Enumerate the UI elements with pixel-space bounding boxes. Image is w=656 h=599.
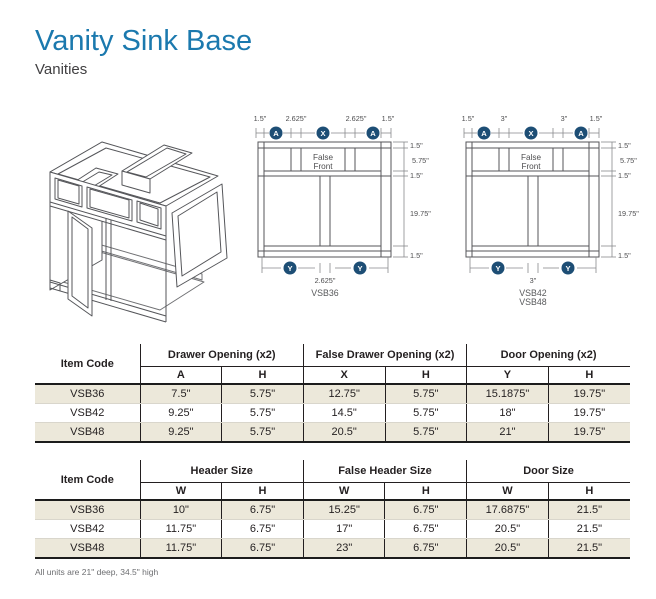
svg-text:1.5": 1.5" xyxy=(381,114,395,123)
page-subtitle: Vanities xyxy=(35,60,88,78)
false-front-label xyxy=(313,153,333,171)
graphics-row xyxy=(0,108,656,338)
value-cell: 5.75" xyxy=(222,384,304,404)
value-cell: 11.75" xyxy=(140,520,222,539)
svg-text:1.5": 1.5" xyxy=(410,171,423,180)
diagram-caption: VSB48 xyxy=(519,297,547,306)
dimension-lines-bottom xyxy=(262,257,388,273)
svg-text:19.75": 19.75" xyxy=(410,209,431,218)
dimension-lines-right xyxy=(601,142,616,257)
group-header-door-opening: Door Opening (x2) xyxy=(467,344,630,367)
sub-header: W xyxy=(467,483,549,501)
sub-header: W xyxy=(303,483,385,501)
value-cell: 6.75" xyxy=(385,539,467,559)
value-cell: 6.75" xyxy=(222,520,304,539)
value-cell: 5.75" xyxy=(385,404,467,423)
table-row xyxy=(35,520,630,539)
dimension-lines-bottom xyxy=(470,257,596,273)
svg-text:1.5": 1.5" xyxy=(618,251,631,260)
item-code-cell: VSB42 xyxy=(35,520,140,539)
door-left-open xyxy=(68,211,92,316)
dimension-labels-right xyxy=(618,141,639,260)
table-row xyxy=(35,423,630,443)
svg-text:A: A xyxy=(370,128,376,138)
badge-row-bottom xyxy=(284,262,367,275)
spec-table-sizes xyxy=(35,460,630,559)
value-cell: 6.75" xyxy=(385,520,467,539)
sub-header: H xyxy=(385,483,467,501)
svg-text:Y: Y xyxy=(565,263,571,273)
door-right-open xyxy=(172,184,227,287)
svg-text:1.5": 1.5" xyxy=(410,251,423,260)
value-cell: 14.5" xyxy=(303,404,385,423)
svg-text:3": 3" xyxy=(500,114,508,123)
value-cell: 21.5" xyxy=(548,539,630,559)
sub-header: H xyxy=(222,483,304,501)
svg-text:Y: Y xyxy=(357,263,363,273)
dimension-labels-right xyxy=(410,141,431,260)
svg-text:Y: Y xyxy=(495,263,501,273)
svg-text:2.625": 2.625" xyxy=(285,114,307,123)
dimension-labels-top xyxy=(254,114,395,123)
value-cell: 20.5" xyxy=(467,539,549,559)
value-cell: 17.6875" xyxy=(467,500,549,520)
sub-header: A xyxy=(140,367,222,385)
group-header-door-size: Door Size xyxy=(467,460,630,483)
svg-text:1.5": 1.5" xyxy=(253,114,267,123)
sub-header: X xyxy=(303,367,385,385)
value-cell: 10" xyxy=(140,500,222,520)
false-front-label xyxy=(521,153,541,171)
spec-table-openings xyxy=(35,344,630,443)
table-row xyxy=(35,539,630,559)
diagram-caption: VSB36 xyxy=(311,288,339,298)
group-header-false-header-size: False Header Size xyxy=(303,460,466,483)
diagram-caption: VSB42 xyxy=(519,288,547,298)
value-cell: 6.75" xyxy=(385,500,467,520)
value-cell: 17" xyxy=(303,520,385,539)
value-cell: 18" xyxy=(467,404,549,423)
value-cell: 9.25" xyxy=(140,423,222,443)
value-cell: 20.5" xyxy=(303,423,385,443)
svg-text:5.75": 5.75" xyxy=(412,156,429,165)
column-header-item-code: Item Code xyxy=(35,344,140,384)
item-code-cell: VSB36 xyxy=(35,500,140,520)
value-cell: 21.5" xyxy=(548,500,630,520)
value-cell: 15.25" xyxy=(303,500,385,520)
table-row xyxy=(35,500,630,520)
sub-header: H xyxy=(548,367,630,385)
bottom-dimension-label: 3" xyxy=(529,276,537,285)
column-header-item-code: Item Code xyxy=(35,460,140,500)
svg-text:A: A xyxy=(273,128,279,138)
item-code-cell: VSB48 xyxy=(35,423,140,443)
value-cell: 21" xyxy=(467,423,549,443)
svg-text:1.5": 1.5" xyxy=(410,141,423,150)
spec-tables xyxy=(35,344,630,577)
svg-text:1.5": 1.5" xyxy=(589,114,603,123)
value-cell: 5.75" xyxy=(222,404,304,423)
sub-header: Y xyxy=(467,367,549,385)
value-cell: 19.75" xyxy=(548,423,630,443)
elevation-diagram-vsb36 xyxy=(238,108,438,311)
svg-text:19.75": 19.75" xyxy=(618,209,639,218)
group-header-false-drawer-opening: False Drawer Opening (x2) xyxy=(303,344,466,367)
item-code-cell: VSB42 xyxy=(35,404,140,423)
svg-text:Y: Y xyxy=(287,263,293,273)
svg-text:False: False xyxy=(520,153,542,162)
table-row xyxy=(35,404,630,423)
value-cell: 12.75" xyxy=(303,384,385,404)
table-row xyxy=(35,384,630,404)
svg-text:False: False xyxy=(312,153,334,162)
svg-text:Front: Front xyxy=(313,162,333,171)
svg-text:A: A xyxy=(578,128,584,138)
svg-text:1.5": 1.5" xyxy=(618,171,631,180)
group-header-drawer-opening: Drawer Opening (x2) xyxy=(140,344,303,367)
dimension-labels-top xyxy=(462,114,603,123)
value-cell: 19.75" xyxy=(548,384,630,404)
sub-header: W xyxy=(140,483,222,501)
footnote: All units are 21" deep, 34.5" high xyxy=(35,567,159,577)
value-cell: 5.75" xyxy=(222,423,304,443)
item-code-cell: VSB36 xyxy=(35,384,140,404)
dimension-lines-right xyxy=(393,142,408,257)
value-cell: 5.75" xyxy=(385,384,467,404)
svg-text:1.5": 1.5" xyxy=(618,141,631,150)
value-cell: 9.25" xyxy=(140,404,222,423)
value-cell: 15.1875" xyxy=(467,384,549,404)
sub-header: H xyxy=(548,483,630,501)
value-cell: 19.75" xyxy=(548,404,630,423)
page-title: Vanity Sink Base xyxy=(35,25,253,57)
value-cell: 6.75" xyxy=(222,539,304,559)
group-header-header-size: Header Size xyxy=(140,460,303,483)
value-cell: 5.75" xyxy=(385,423,467,443)
svg-text:1.5": 1.5" xyxy=(461,114,475,123)
svg-text:X: X xyxy=(320,128,326,138)
value-cell: 21.5" xyxy=(548,520,630,539)
svg-text:2.625": 2.625" xyxy=(345,114,367,123)
svg-text:A: A xyxy=(481,128,487,138)
value-cell: 11.75" xyxy=(140,539,222,559)
value-cell: 6.75" xyxy=(222,500,304,520)
svg-text:5.75": 5.75" xyxy=(620,156,637,165)
elevation-diagram-vsb42-vsb48 xyxy=(446,108,646,311)
value-cell: 7.5" xyxy=(140,384,222,404)
value-cell: 23" xyxy=(303,539,385,559)
sub-header: H xyxy=(222,367,304,385)
cabinet-isometric-drawing xyxy=(20,110,232,337)
bottom-dimension-label: 2.625" xyxy=(314,276,336,285)
sub-header: H xyxy=(385,367,467,385)
badge-row-bottom xyxy=(492,262,575,275)
item-code-cell: VSB48 xyxy=(35,539,140,559)
svg-text:3": 3" xyxy=(560,114,568,123)
value-cell: 20.5" xyxy=(467,520,549,539)
svg-text:Front: Front xyxy=(521,162,541,171)
page-header xyxy=(35,26,252,78)
svg-text:X: X xyxy=(528,128,534,138)
